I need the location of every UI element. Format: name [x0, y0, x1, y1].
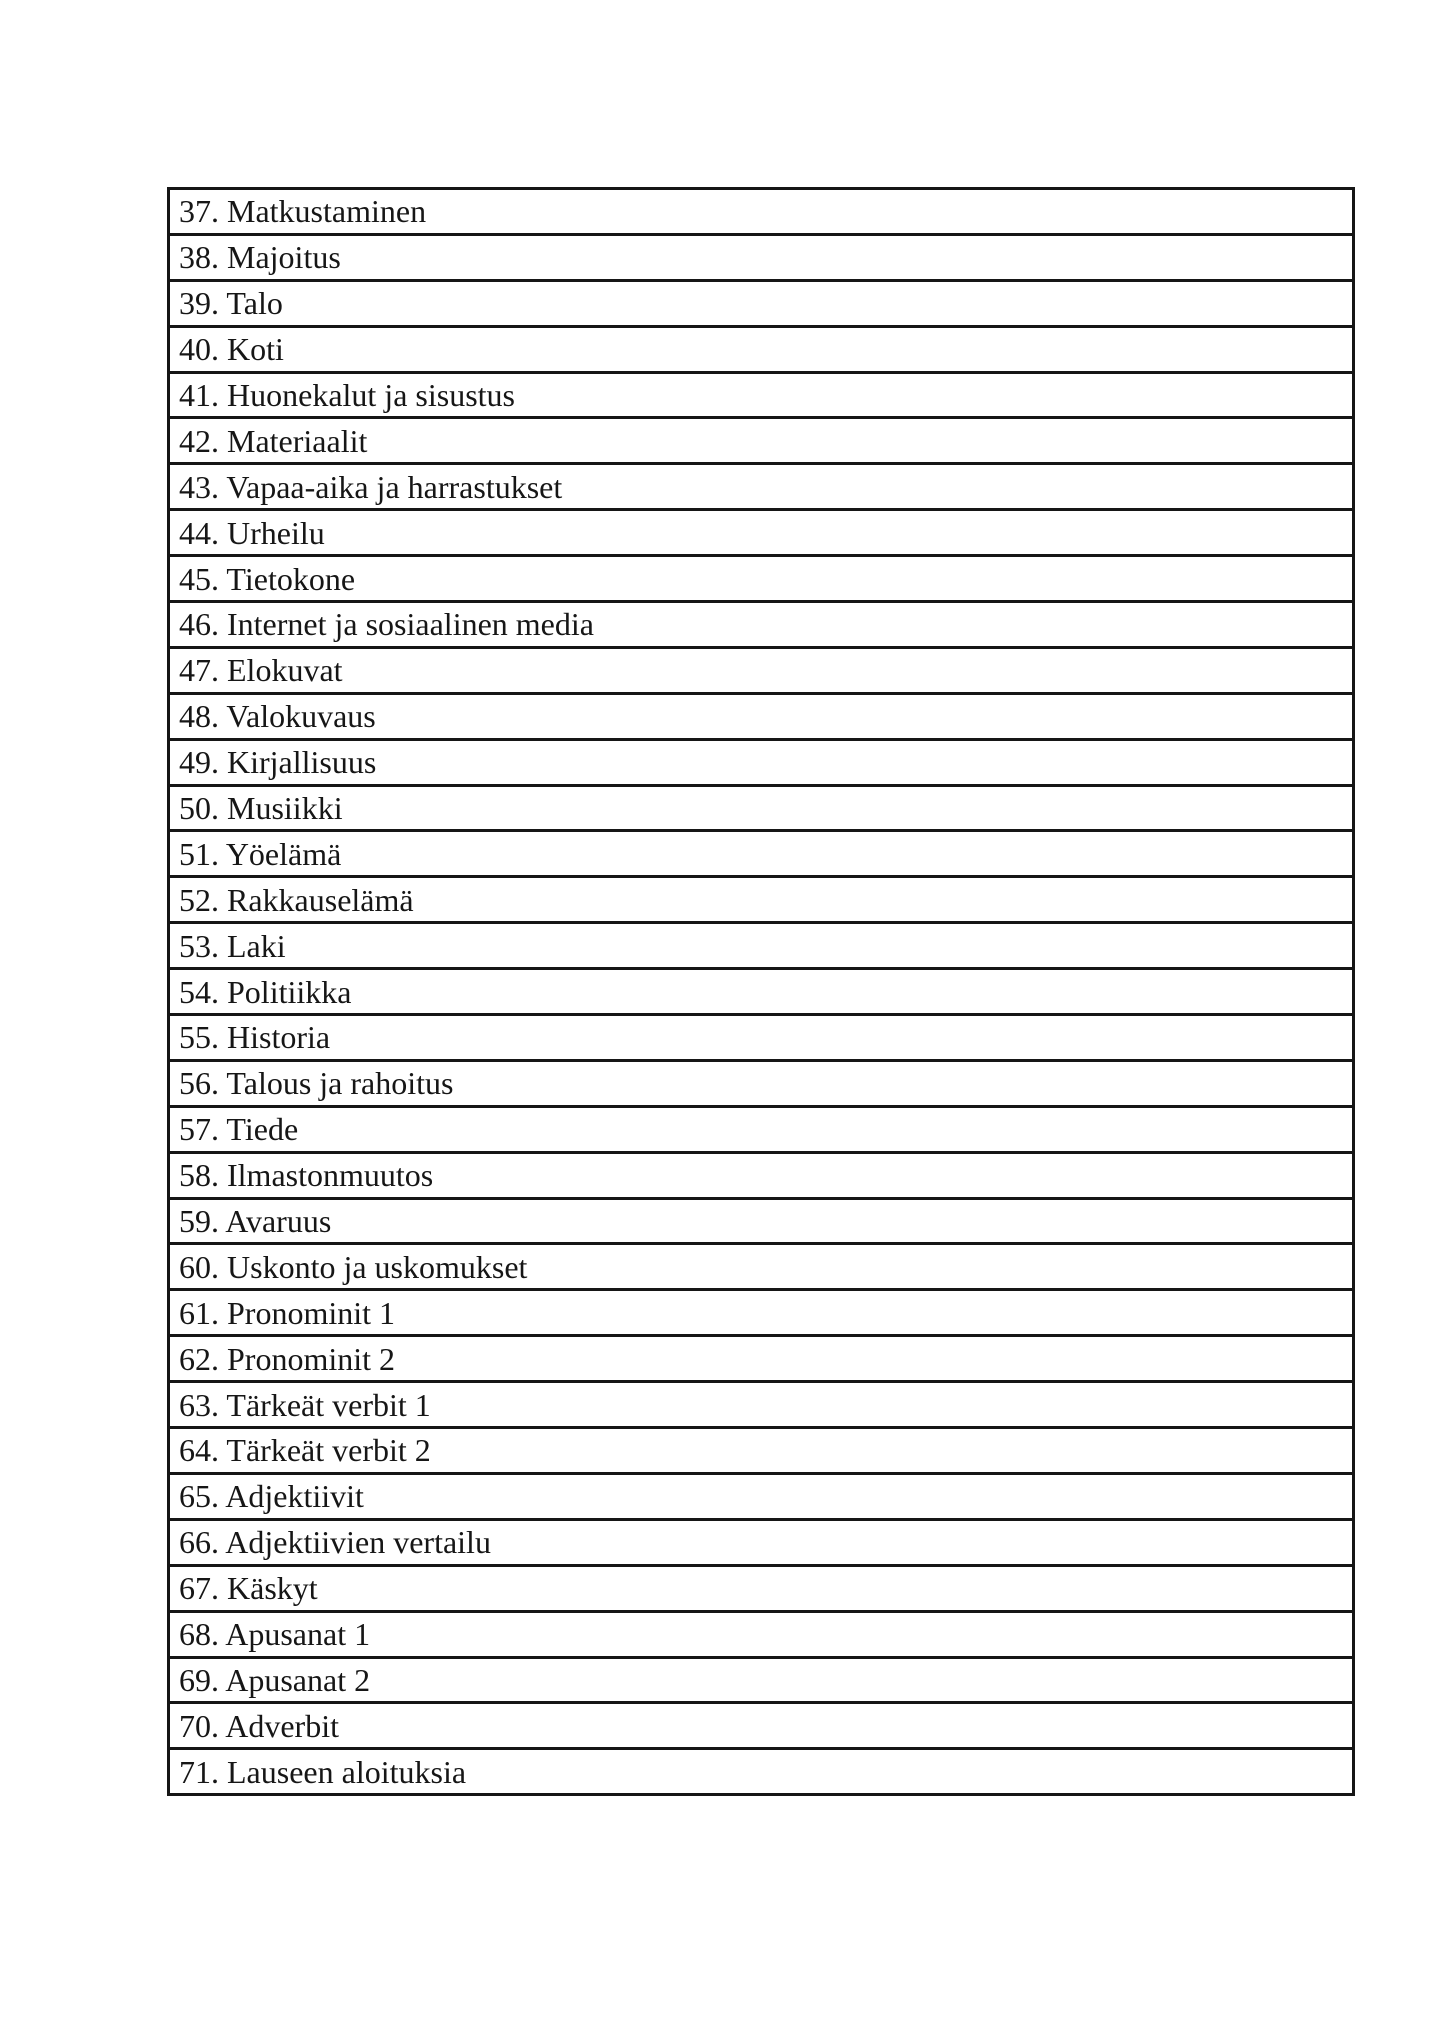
- toc-entry: 64. Tärkeät verbit 2: [169, 1428, 1354, 1474]
- toc-table: [167, 187, 1355, 1796]
- toc-row: [169, 602, 1354, 648]
- toc-row: [169, 1152, 1354, 1198]
- toc-row: [169, 280, 1354, 326]
- toc-entry: 44. Urheilu: [169, 510, 1354, 556]
- toc-entry: 46. Internet ja sosiaalinen media: [169, 602, 1354, 648]
- toc-entry: 63. Tärkeät verbit 1: [169, 1382, 1354, 1428]
- toc-entry: 47. Elokuvat: [169, 647, 1354, 693]
- toc-entry: 50. Musiikki: [169, 785, 1354, 831]
- toc-row: [169, 1611, 1354, 1657]
- toc-row: [169, 1749, 1354, 1795]
- toc-entry: 56. Talous ja rahoitus: [169, 1060, 1354, 1106]
- toc-entry: 48. Valokuvaus: [169, 693, 1354, 739]
- toc-row: [169, 1336, 1354, 1382]
- toc-entry: 39. Talo: [169, 280, 1354, 326]
- toc-entry: 52. Rakkauselämä: [169, 877, 1354, 923]
- toc-entry: 49. Kirjallisuus: [169, 739, 1354, 785]
- toc-row: [169, 693, 1354, 739]
- toc-entry: 53. Laki: [169, 923, 1354, 969]
- toc-row: [169, 647, 1354, 693]
- toc-row: [169, 510, 1354, 556]
- toc-row: [169, 1703, 1354, 1749]
- toc-row: [169, 1428, 1354, 1474]
- toc-row: [169, 969, 1354, 1015]
- toc-row: [169, 372, 1354, 418]
- toc-entry: 41. Huonekalut ja sisustus: [169, 372, 1354, 418]
- toc-entry: 62. Pronominit 2: [169, 1336, 1354, 1382]
- toc-entry: 42. Materiaalit: [169, 418, 1354, 464]
- toc-entry: 60. Uskonto ja uskomukset: [169, 1244, 1354, 1290]
- toc-row: [169, 1473, 1354, 1519]
- toc-entry: 71. Lauseen aloituksia: [169, 1749, 1354, 1795]
- toc-row: [169, 1106, 1354, 1152]
- toc-entry: 55. Historia: [169, 1015, 1354, 1061]
- toc-entry: 67. Käskyt: [169, 1565, 1354, 1611]
- toc-row: [169, 1519, 1354, 1565]
- toc-row: [169, 1244, 1354, 1290]
- toc-entry: 43. Vapaa-aika ja harrastukset: [169, 464, 1354, 510]
- toc-entry: 40. Koti: [169, 326, 1354, 372]
- toc-entry: 37. Matkustaminen: [169, 189, 1354, 235]
- toc-row: [169, 1565, 1354, 1611]
- toc-entry: 57. Tiede: [169, 1106, 1354, 1152]
- toc-entry: 70. Adverbit: [169, 1703, 1354, 1749]
- toc-entry: 59. Avaruus: [169, 1198, 1354, 1244]
- toc-entry: 45. Tietokone: [169, 556, 1354, 602]
- toc-row: [169, 831, 1354, 877]
- toc-entry: 58. Ilmastonmuutos: [169, 1152, 1354, 1198]
- toc-row: [169, 785, 1354, 831]
- toc-row: [169, 1198, 1354, 1244]
- toc-row: [169, 189, 1354, 235]
- toc-entry: 65. Adjektiivit: [169, 1473, 1354, 1519]
- toc-row: [169, 1015, 1354, 1061]
- toc-entry: 54. Politiikka: [169, 969, 1354, 1015]
- toc-row: [169, 1290, 1354, 1336]
- toc-row: [169, 877, 1354, 923]
- toc-row: [169, 234, 1354, 280]
- toc-row: [169, 1060, 1354, 1106]
- toc-row: [169, 1382, 1354, 1428]
- toc-entry: 68. Apusanat 1: [169, 1611, 1354, 1657]
- toc-row: [169, 464, 1354, 510]
- toc-entry: 61. Pronominit 1: [169, 1290, 1354, 1336]
- toc-entry: 66. Adjektiivien vertailu: [169, 1519, 1354, 1565]
- toc-table-body: [169, 189, 1354, 1795]
- toc-row: [169, 1657, 1354, 1703]
- toc-entry: 69. Apusanat 2: [169, 1657, 1354, 1703]
- toc-entry: 51. Yöelämä: [169, 831, 1354, 877]
- toc-row: [169, 923, 1354, 969]
- toc-entry: 38. Majoitus: [169, 234, 1354, 280]
- toc-row: [169, 326, 1354, 372]
- toc-row: [169, 418, 1354, 464]
- toc-row: [169, 739, 1354, 785]
- toc-row: [169, 556, 1354, 602]
